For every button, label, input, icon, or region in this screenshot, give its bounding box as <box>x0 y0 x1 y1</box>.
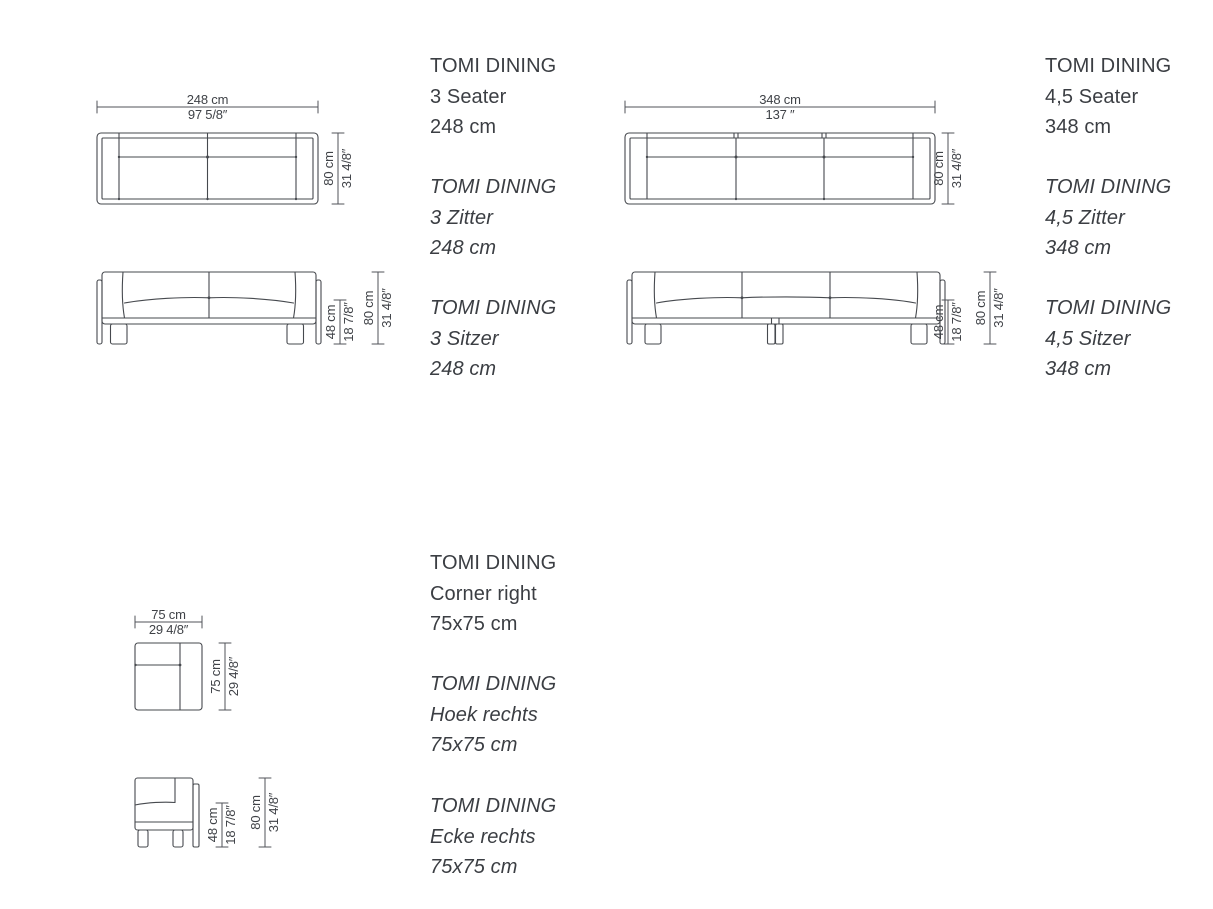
corner-right-top-view-drawing <box>118 595 258 720</box>
dim-depth-cm: 80 cm <box>321 151 336 186</box>
corner-right-label-de <box>430 791 556 883</box>
dim-depth-inch: 31 4/8″ <box>339 148 354 189</box>
variant-size: 75x75 cm <box>430 613 518 635</box>
product-title: TOMI DINING <box>1045 176 1172 198</box>
variant-name: Corner right <box>430 582 537 605</box>
dim-height-inch: 31 4/8″ <box>379 288 394 328</box>
dim-width-inch: 137 ″ <box>765 107 795 122</box>
four-five-seater-label-en <box>1045 51 1171 143</box>
variant-size: 348 cm <box>1045 116 1112 138</box>
variant-name: 4,5 Seater <box>1045 85 1139 108</box>
dim-width-inch: 97 5/8″ <box>187 107 228 122</box>
variant-name: 3 Seater <box>430 85 507 108</box>
three-seater-label-de <box>430 293 556 385</box>
dim-seat-height-inch: 18 7/8″ <box>223 805 238 845</box>
width-dimension <box>97 92 318 122</box>
height-dimension <box>248 778 281 847</box>
seat-height-dimension <box>931 300 964 344</box>
product-title: TOMI DINING <box>430 176 557 198</box>
three-seater-label-nl <box>430 172 556 264</box>
dim-height-cm: 80 cm <box>361 290 376 326</box>
four-five-seater-front-view-drawing <box>615 258 1025 358</box>
dim-seat-height-cm: 48 cm <box>323 304 338 340</box>
three-seater-top-view-drawing <box>85 85 375 220</box>
sofa-outline <box>627 272 945 344</box>
variant-name: 4,5 Sitzer <box>1045 327 1131 350</box>
dim-seat-height-inch: 18 7/8″ <box>949 302 964 342</box>
dim-height-inch: 31 4/8″ <box>266 792 281 833</box>
product-title: TOMI DINING <box>430 297 557 319</box>
four-five-seater-label-de <box>1045 293 1171 385</box>
dim-depth-cm: 75 cm <box>208 659 223 694</box>
sofa-outline <box>625 133 935 204</box>
variant-size: 348 cm <box>1045 358 1112 380</box>
dim-width-inch: 29 4/8″ <box>148 622 189 637</box>
variant-size: 248 cm <box>430 116 497 138</box>
dim-depth-inch: 29 4/8″ <box>226 656 241 697</box>
dim-width-cm: 75 cm <box>151 607 186 622</box>
product-title: TOMI DINING <box>430 795 557 817</box>
dim-width-cm: 248 cm <box>186 92 229 107</box>
dim-depth-cm: 80 cm <box>931 151 946 186</box>
three-seater-front-view-drawing <box>85 258 415 358</box>
variant-size: 348 cm <box>1045 237 1112 259</box>
dim-height-cm: 80 cm <box>973 290 988 326</box>
corner-module-outline <box>135 778 199 847</box>
width-dimension <box>135 607 202 637</box>
seat-height-dimension <box>205 803 238 847</box>
product-title: TOMI DINING <box>430 673 557 695</box>
variant-size: 75x75 cm <box>430 734 518 756</box>
variant-name: 3 Sitzer <box>430 327 499 350</box>
four-five-seater-top-view-drawing <box>615 85 1035 220</box>
variant-size: 248 cm <box>430 358 497 380</box>
product-title: TOMI DINING <box>430 55 557 77</box>
four-five-seater-label-nl <box>1045 172 1171 264</box>
width-dimension <box>625 92 935 122</box>
variant-size: 248 cm <box>430 237 497 259</box>
variant-name: 4,5 Zitter <box>1045 206 1125 229</box>
depth-dimension <box>208 643 241 710</box>
corner-right-label-en <box>430 548 556 640</box>
dim-width-cm: 348 cm <box>759 92 801 107</box>
corner-module-outline <box>134 643 202 710</box>
corner-right-front-view-drawing <box>118 763 293 868</box>
variant-size: 75x75 cm <box>430 856 518 878</box>
corner-right-label-nl <box>430 669 556 761</box>
depth-dimension <box>321 133 354 204</box>
dim-depth-inch: 31 4/8″ <box>949 148 964 189</box>
dim-height-cm: 80 cm <box>248 795 263 830</box>
product-title: TOMI DINING <box>430 552 557 574</box>
height-dimension <box>361 272 394 344</box>
depth-dimension <box>931 133 964 204</box>
product-title: TOMI DINING <box>1045 297 1172 319</box>
variant-name: 3 Zitter <box>430 206 494 229</box>
sofa-outline <box>97 272 321 344</box>
product-title: TOMI DINING <box>1045 55 1172 77</box>
three-seater-label-en <box>430 51 556 143</box>
seat-height-dimension <box>323 300 356 344</box>
dim-height-inch: 31 4/8″ <box>991 288 1006 328</box>
sofa-outline <box>97 133 318 204</box>
dim-seat-height-cm: 48 cm <box>931 304 946 340</box>
height-dimension <box>973 272 1006 344</box>
variant-name: Hoek rechts <box>430 703 538 726</box>
variant-name: Ecke rechts <box>430 825 536 848</box>
dim-seat-height-cm: 48 cm <box>205 807 220 843</box>
dim-seat-height-inch: 18 7/8″ <box>341 302 356 342</box>
